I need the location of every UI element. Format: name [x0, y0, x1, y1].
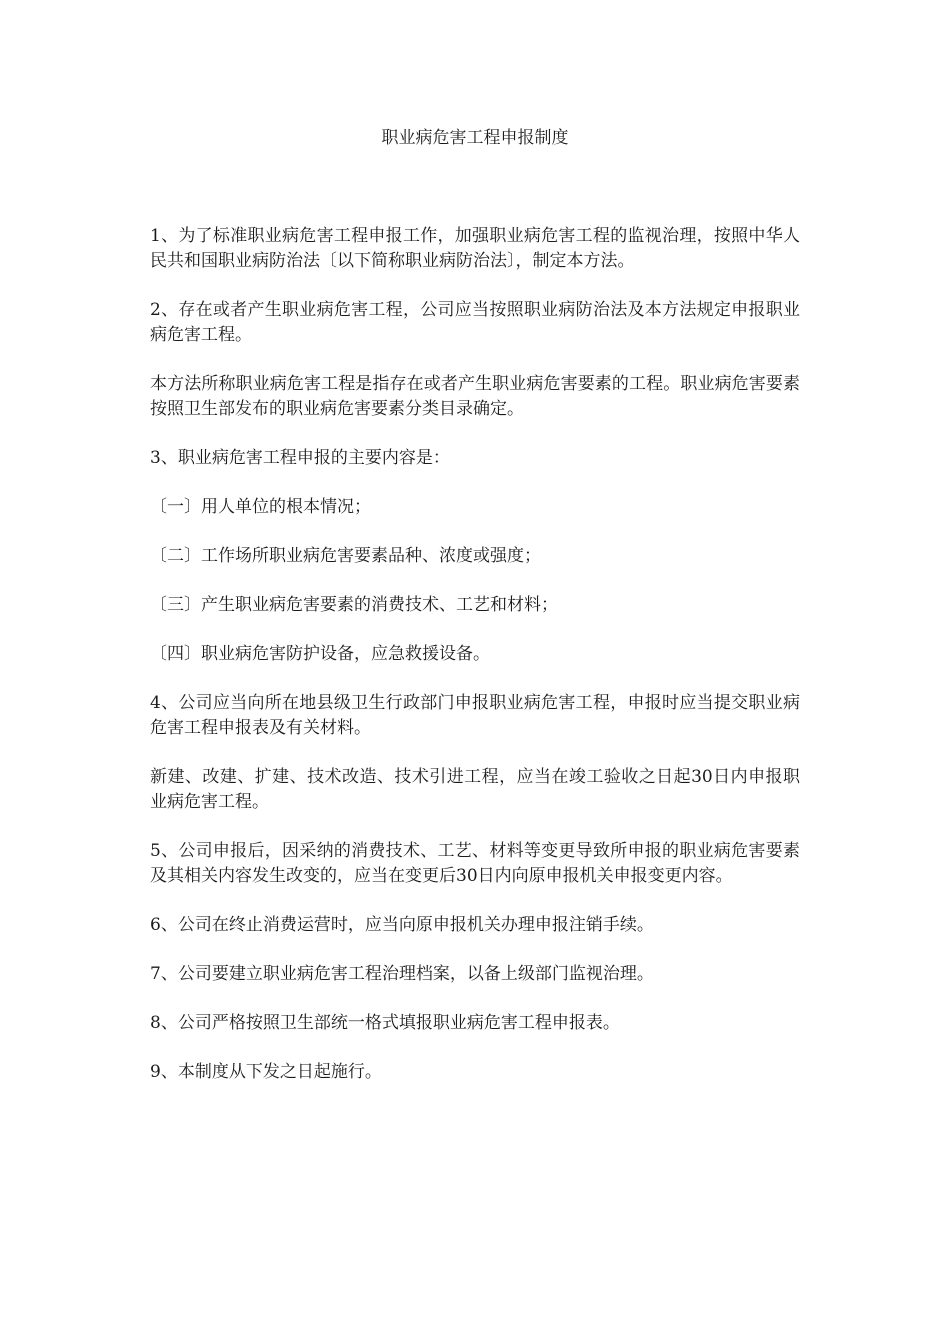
list-item-3: 〔三〕产生职业病危害要素的消费技术、工艺和材料； — [150, 595, 558, 615]
paragraph-7: 7、公司要建立职业病危害工程治理档案，以备上级部门监视治理。 — [150, 964, 654, 984]
paragraph-8: 8、公司严格按照卫生部统一格式填报职业病危害工程申报表。 — [150, 1013, 620, 1033]
paragraph-4: 4、公司应当向所在地县级卫生行政部门申报职业病危害工程，申报时应当提交职业病危害工程申报表及有关材料。 — [150, 693, 800, 738]
paragraph-2-definition: 本方法所称职业病危害工程是指存在或者产生职业病危害要素的工程。职业病危害要素按照卫生部发布的职业病危害要素分类目录确定。 — [150, 374, 800, 419]
paragraph-3: 3、职业病危害工程申报的主要内容是： — [150, 448, 450, 468]
list-item-4: 〔四〕职业病危害防护设备，应急救援设备。 — [150, 644, 490, 664]
paragraph-4-new-projects: 新建、改建、扩建、技术改造、技术引进工程，应当在竣工验收之日起30日内申报职业病危害工程。 — [150, 767, 800, 812]
list-item-1: 〔一〕用人单位的根本情况； — [150, 497, 371, 517]
list-item-2: 〔二〕工作场所职业病危害要素品种、浓度或强度； — [150, 546, 541, 566]
paragraph-2: 2、存在或者产生职业病危害工程，公司应当按照职业病防治法及本方法规定申报职业病危害工程。 — [150, 300, 800, 345]
paragraph-5: 5、公司申报后，因采纳的消费技术、工艺、材料等变更导致所申报的职业病危害要素及其相关内容发生改变的，应当在变更后30日内向原申报机关申报变更内容。 — [150, 841, 800, 886]
paragraph-9: 9、本制度从下发之日起施行。 — [150, 1062, 382, 1082]
paragraph-6: 6、公司在终止消费运营时，应当向原申报机关办理申报注销手续。 — [150, 915, 654, 935]
paragraph-1: 1、为了标准职业病危害工程申报工作，加强职业病危害工程的监视治理，按照中华人民共和国职业病防治法〔以下简称职业病防治法〕，制定本方法。 — [150, 226, 800, 271]
document-body — [150, 224, 800, 1109]
document-title: 职业病危害工程申报制度 — [381, 128, 569, 148]
